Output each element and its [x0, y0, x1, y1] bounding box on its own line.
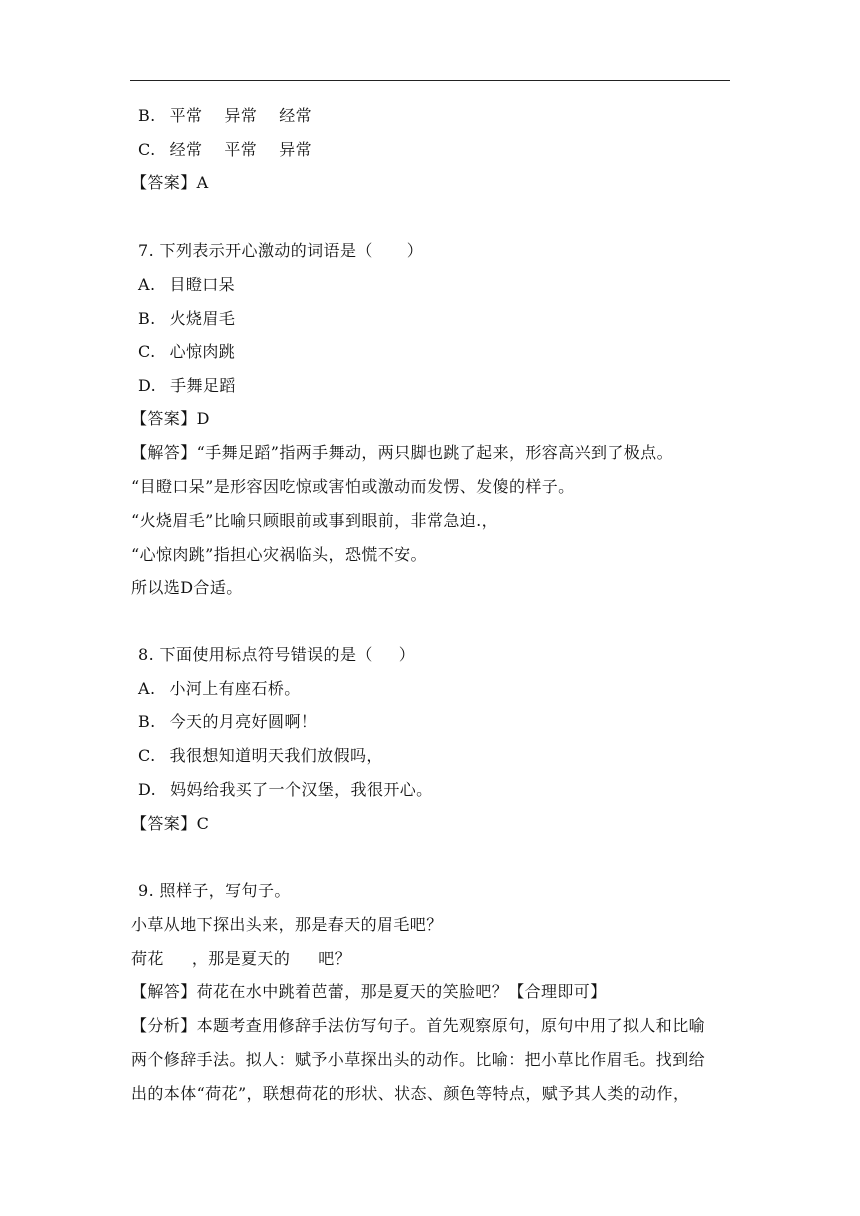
header-rule	[130, 80, 730, 81]
q9-analysis-line-1	[131, 1016, 705, 1036]
option-letter: D.	[138, 780, 157, 799]
q8-answer	[131, 814, 209, 834]
option-text: 心惊肉跳	[169, 342, 236, 361]
option-letter: A.	[138, 275, 156, 294]
prompt-part: ，那是夏天的	[191, 949, 291, 968]
q7-option-b	[138, 309, 235, 329]
question-stem: 7. 下列表示开心激动的词语是（	[138, 241, 373, 260]
q7-explain-line-4: “心惊肉跳”指担心灾祸临头，恐慌不安。	[131, 545, 427, 564]
question-stem: 8. 下面使用标点符号错误的是（	[138, 645, 373, 664]
option-text: 今天的月亮好圆啊！	[169, 712, 318, 731]
option-letter: C.	[138, 746, 156, 765]
option-text: 妈妈给我买了一个汉堡，我很开心。	[170, 780, 433, 799]
option-letter: C.	[138, 140, 156, 159]
q9-stem: 9. 照样子，写句子。	[138, 881, 291, 900]
option-letter: D.	[138, 376, 157, 395]
q7-explain-line-3: “火烧眉毛”比喻只顾眼前或事到眼前，非常急迫.，	[131, 511, 499, 530]
explain-label: 【解答】	[131, 982, 197, 1001]
q9-prompt	[131, 949, 351, 969]
prompt-part: 吧？	[318, 949, 352, 968]
explain-text: “手舞足蹈”指两手舞动，两只脚也跳了起来，形容高兴到了极点。	[196, 443, 673, 462]
q7-answer	[131, 409, 210, 429]
answer-label: 【答案】	[131, 173, 197, 192]
paren-close: ）	[398, 645, 416, 664]
q8-stem	[138, 645, 415, 665]
q7-explain-line-5: 所以选D合适。	[131, 578, 243, 597]
option-word: 经常	[279, 106, 313, 125]
q7-explain-line-2: “目瞪口呆”是形容因吃惊或害怕或激动而发愣、发傻的样子。	[131, 477, 575, 496]
option-word: 平常	[224, 140, 258, 159]
q6-answer	[131, 173, 209, 193]
option-word: 平常	[169, 106, 203, 125]
q8-option-a	[138, 679, 301, 699]
q9-analysis-line-3: 出的本体“荷花”，联想荷花的形状、状态、颜色等特点，赋予其人类的动作，	[131, 1084, 690, 1103]
q9-example: 小草从地下探出头来，那是春天的眉毛吧？	[131, 915, 443, 934]
option-letter: B.	[138, 106, 156, 125]
option-word: 异常	[224, 106, 258, 125]
option-letter: B.	[138, 309, 156, 328]
paren-close: ）	[406, 241, 424, 260]
answer-value: C	[196, 814, 210, 833]
q9-analysis-line-2: 两个修辞手法。拟人：赋予小草探出头的动作。比喻：把小草比作眉毛。找到给	[131, 1050, 706, 1069]
option-word: 经常	[169, 140, 203, 159]
analysis-label: 【分析】	[131, 1016, 197, 1035]
answer-value: D	[196, 409, 210, 428]
q7-option-a	[138, 275, 235, 295]
q6-option-b	[138, 106, 312, 126]
q8-option-b	[138, 712, 317, 732]
q7-explain-line-1	[131, 443, 673, 463]
option-letter: A.	[138, 679, 156, 698]
explain-text: 荷花在水中跳着芭蕾，那是夏天的笑脸吧？【合理即可】	[196, 982, 607, 1001]
option-letter: B.	[138, 712, 156, 731]
prompt-part: 荷花	[131, 949, 164, 968]
q9-explain	[131, 982, 607, 1002]
q8-option-c	[138, 746, 383, 766]
q8-option-d	[138, 780, 433, 800]
q7-stem	[138, 241, 423, 261]
q7-option-d	[138, 376, 236, 396]
option-word: 异常	[279, 140, 312, 159]
explain-label: 【解答】	[131, 443, 197, 462]
option-text: 手舞足蹈	[170, 376, 236, 395]
option-letter: C.	[138, 342, 156, 361]
q7-option-c	[138, 342, 235, 362]
option-text: 我很想知道明天我们放假吗，	[169, 746, 383, 765]
answer-value: A	[196, 173, 209, 192]
option-text: 小河上有座石桥。	[169, 679, 301, 698]
answer-label: 【答案】	[131, 409, 197, 428]
option-text: 目瞪口呆	[169, 275, 236, 294]
q6-option-c	[138, 140, 312, 160]
analysis-text: 本题考查用修辞手法仿写句子。首先观察原句，原句中用了拟人和比喻	[196, 1016, 706, 1035]
answer-label: 【答案】	[131, 814, 197, 833]
option-text: 火烧眉毛	[169, 309, 236, 328]
